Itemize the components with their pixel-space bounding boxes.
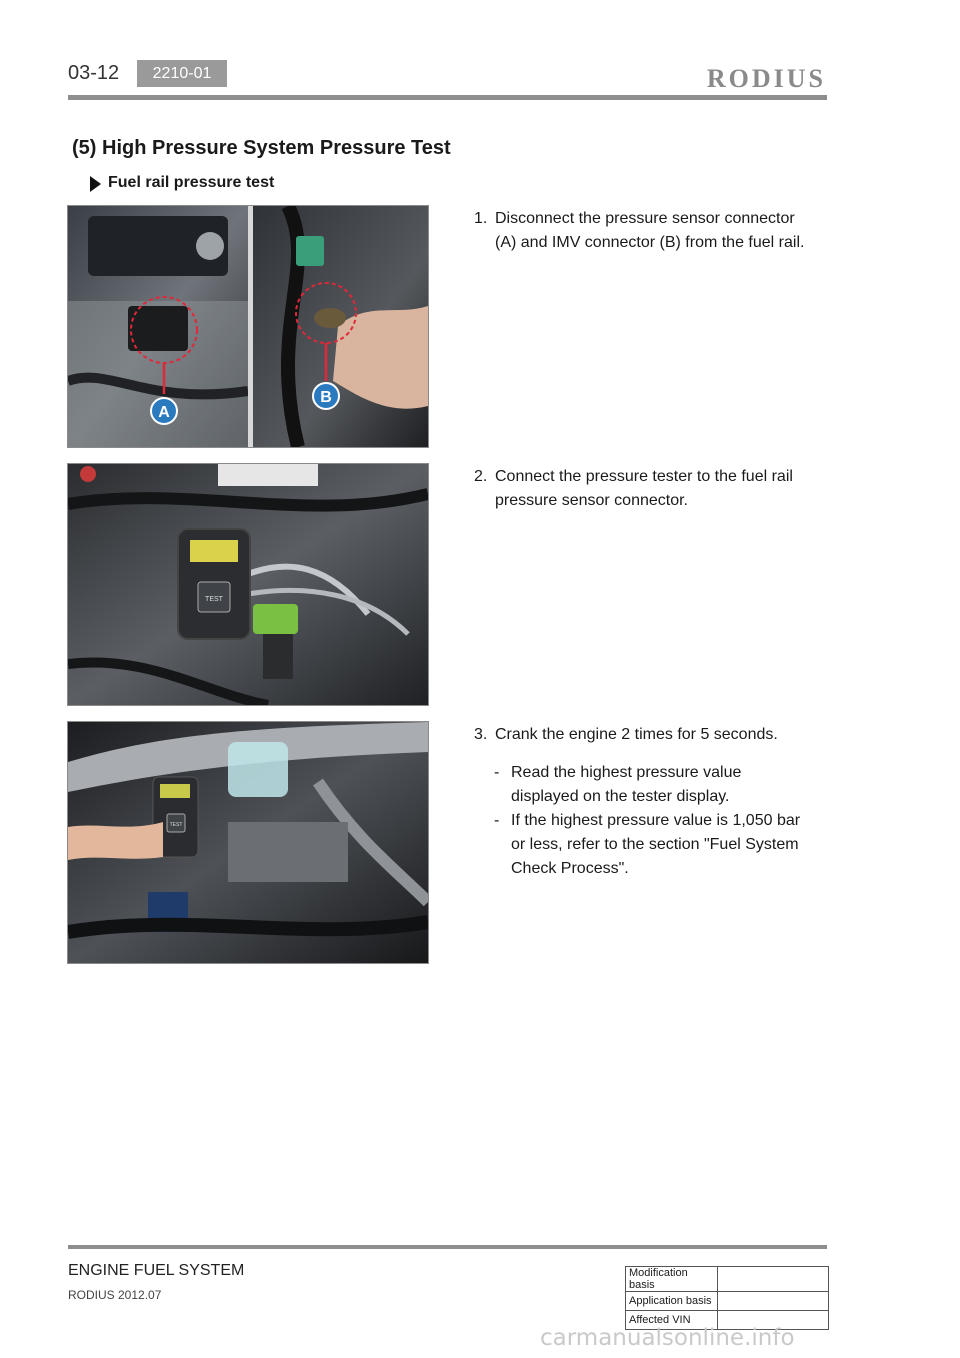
- dash-bullet: -: [494, 764, 500, 781]
- header-divider: [68, 95, 827, 100]
- section-code-tab: 2210-01: [137, 60, 227, 87]
- note-text: If the highest pressure value is 1,050 bar or less, refer to the section "Fuel System Check Process".: [511, 812, 801, 877]
- photo-cranking-test: [67, 721, 429, 964]
- table-row: [626, 1292, 829, 1311]
- footer-model-date: RODIUS 2012.07: [68, 1288, 162, 1302]
- page-number: 03-12: [68, 62, 120, 84]
- table-label: Modification basis: [626, 1267, 718, 1292]
- brand-logo: RODIUS: [706, 64, 826, 93]
- section-title: (5) High Pressure System Pressure Test: [72, 137, 451, 159]
- step-text: Disconnect the pressure sensor connector (A) and IMV connector (B) from the fuel rail.: [495, 210, 805, 251]
- photo-connectors: [67, 205, 429, 448]
- label-b: B: [320, 389, 332, 406]
- table-label: Affected VIN: [626, 1311, 718, 1330]
- note-text: Read the highest pressure value displayed on the tester display.: [511, 764, 742, 805]
- table-value: [718, 1292, 829, 1311]
- footer-divider: [68, 1245, 827, 1249]
- tester-button-text-2: TEST: [169, 822, 183, 828]
- step-text: Crank the engine 2 times for 5 seconds.: [495, 726, 778, 743]
- modification-info-table: [625, 1266, 829, 1330]
- footer-chapter-title: ENGINE FUEL SYSTEM: [68, 1262, 245, 1279]
- subsection-title: Fuel rail pressure test: [108, 174, 275, 191]
- table-value: [718, 1267, 829, 1292]
- tester-button-text: TEST: [205, 596, 223, 603]
- step-number: 2.: [474, 468, 488, 485]
- watermark: carmanualsonline.info: [540, 1325, 795, 1351]
- step-number: 3.: [474, 726, 488, 743]
- triangle-bullet-icon: [90, 176, 101, 192]
- label-a: A: [158, 404, 170, 421]
- step-number: 1.: [474, 210, 488, 227]
- step-text: Connect the pressure tester to the fuel rail pressure sensor connector.: [495, 468, 793, 509]
- table-label: Application basis: [626, 1292, 718, 1311]
- table-row: [626, 1267, 829, 1292]
- dash-bullet: -: [494, 812, 500, 829]
- photo-tester-connected: [67, 463, 429, 706]
